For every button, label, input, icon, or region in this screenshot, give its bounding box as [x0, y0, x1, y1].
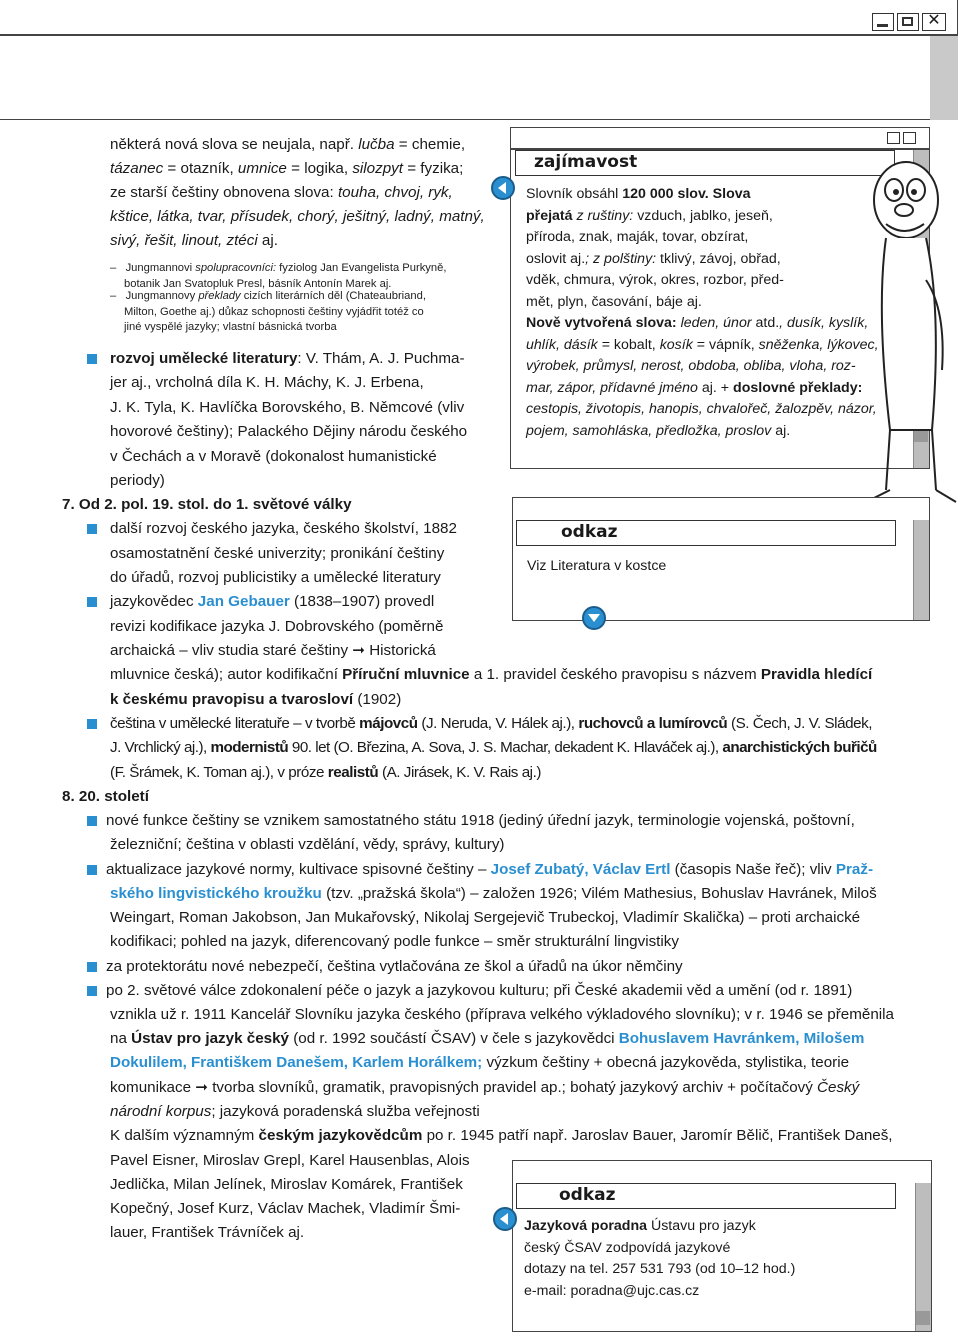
- sec8-c1-1: nové funkce češtiny se vznikem samostatného státu 1918 (jediný úřední jazyk, terminologie vojenská, poštovní,: [106, 812, 855, 829]
- top-titlebar-line: [0, 34, 958, 36]
- scrollbar[interactable]: [915, 1183, 931, 1331]
- maximize-icon[interactable]: [897, 13, 919, 31]
- odkaz1-title: odkaz: [516, 520, 896, 546]
- sec8-heading: 8. 20. století: [62, 788, 149, 805]
- sec7-b1-2: osamostatnění české univerzity; pronikání češtiny: [110, 545, 445, 562]
- lit-line-1: rozvoj umělecké literatury: V. Thám, A. J. Puchma-: [110, 350, 465, 367]
- lit-line-3: J. K. Tyla, K. Havlíčka Borovského, B. Němcové (vliv: [110, 399, 465, 416]
- intro-line-4: kštice, látka, tvar, přísudek, chorý, ješitný, ladný, matný,: [110, 208, 485, 225]
- sec8-c2-3: Weingart, Roman Jakobson, Jan Mukařovský, Nikolaj Sergejevič Trubeckoj, Vladimír Skalička) – proti archaické: [110, 909, 861, 926]
- sec7-b3-2: J. Vrchlický aj.), modernistů 90. let (O. Březina, A. Sova, J. S. Machar, dekadent K. Hlaváček aj.), anarchistických buřičů: [110, 739, 877, 756]
- bullet-7-2: [87, 597, 97, 607]
- sec8-p2: Pavel Eisner, Miroslav Grepl, Karel Hausenblas, Alois: [110, 1152, 470, 1169]
- pointer-left-icon[interactable]: [493, 1207, 517, 1231]
- sec7-b3-3: (F. Šrámek, K. Toman aj.), v próze realistů (A. Jirásek, K. V. Rais aj.): [110, 764, 541, 781]
- sec8-p4: Kopečný, Josef Kurz, Václav Machek, Vladimír Šmi-: [110, 1200, 461, 1217]
- sec8-c4-6: národní korpus; jazyková poradenská služba veřejnosti: [110, 1103, 480, 1120]
- sec7-b2-1: jazykovědec Jan Gebauer (1838–1907) provedl: [110, 593, 435, 610]
- zajimavost-title: zajímavost: [515, 150, 895, 176]
- top-scrollbar[interactable]: [930, 36, 958, 120]
- cartoon-figure: [846, 130, 958, 530]
- pointer-left-icon[interactable]: [491, 176, 515, 200]
- bullet-8-2: [87, 865, 97, 875]
- odkaz2-text: Jazyková poradna Ústavu pro jazyk český ČSAV zodpovídá jazykové dotazy na tel. 257 531 793 (od 10–12 hod.) e-mail: poradna@ujc.cas.cz: [524, 1218, 796, 1299]
- lit-line-6: periody): [110, 472, 165, 489]
- pointer-down-icon[interactable]: [582, 606, 606, 630]
- odkaz1-text: Viz Literatura v kostce: [527, 558, 667, 574]
- intro-line-1: některá nová slova se neujala, např. lučba = chemie,: [110, 136, 466, 153]
- lit-line-4: hovorové češtiny); Palackého Dějiny národu českého: [110, 423, 468, 440]
- sec8-c4-1: po 2. světové válce zdokonalení péče o jazyk a jazykovou kulturu; při České akademii věd a umění (od r. 1891): [106, 982, 853, 999]
- bullet-7-3: [87, 719, 97, 729]
- sec7-b2-5: k českému pravopisu a tvarosloví (1902): [110, 691, 402, 708]
- sec7-heading: 7. Od 2. pol. 19. stol. do 1. světové války: [62, 496, 352, 513]
- sec7-b2-3: archaická – vliv studia staré češtiny ➞ Historická: [110, 642, 436, 659]
- sec8-c2-2: ského lingvistického kroužku (tzv. „pražská škola“) – založen 1926; Vilém Mathesius, Bohuslav Havránek, Miloš: [110, 885, 877, 902]
- intro-line-5: sivý, řešit, linout, ztéci aj.: [110, 232, 278, 249]
- bullet-7-1: [87, 524, 97, 534]
- top-window-border: [0, 0, 958, 120]
- intro-line-3: ze starší češtiny obnovena slova: touha, chvoj, ryk,: [110, 184, 453, 201]
- sec8-c2-4: kodifikaci; pohled na jazyk, diferencovaný podle funkce – směr strukturální lingvistiky: [110, 933, 679, 950]
- intro-line-2: tázanec = otazník, umnice = logika, silozpyt = fyzika;: [110, 160, 464, 177]
- odkaz2-title: odkaz: [516, 1183, 896, 1209]
- sec7-b1-3: do úřadů, rozvoj publicistiky a umělecké literatury: [110, 569, 441, 586]
- sec7-b2-2: revizi kodifikace jazyka J. Dobrovského (poměrně: [110, 618, 444, 635]
- bullet-8-3: [87, 962, 97, 972]
- scroll-arrow-icon[interactable]: [916, 1311, 930, 1325]
- sec8-c2-1: aktualizace jazykové normy, kultivace spisovné češtiny – Josef Zubatý, Václav Ertl (časopis Naše řeč); vliv Praž-: [106, 861, 873, 878]
- scrollbar[interactable]: [913, 520, 929, 620]
- bullet-8-1: [87, 816, 97, 826]
- note-2: – Jungmannovy překlady cizích literárních děl (Chateaubriand, Milton, Goethe aj.) důkaz schopnosti češtiny vyjádřit totéž co jiné vyspělé jazyky; vlastní básnická tvorba: [110, 290, 426, 334]
- sec8-c1-2: železniční; čeština v oblasti vzdělání, vědy, správy, kultury): [110, 836, 505, 853]
- close-icon[interactable]: ✕: [922, 13, 946, 31]
- sec8-c4-3: na Ústav pro jazyk český (od r. 1992 součástí ČSAV) v čele s jazykovědci Bohuslavem Havránkem, Milošem: [110, 1030, 865, 1047]
- sec8-c3: za protektorátu nové nebezpečí, čeština vytlačována ze škol a úřadů na úkor němčiny: [106, 958, 683, 975]
- sec8-c4-4: Dokulilem, Františkem Danešem, Karlem Horálkem; výzkum češtiny + obecná jazykověda, stylistika, teorie: [110, 1054, 850, 1071]
- bullet-lit: [87, 354, 97, 364]
- sec8-c4-5: komunikace ➞ tvorba slovníků, gramatik, pravopisných pravidel ap.; bohatý jazykový archiv + počítačový Český: [110, 1079, 860, 1096]
- sec8-p3: Jedlička, Milan Jelínek, Miroslav Komárek, František: [110, 1176, 463, 1193]
- sec8-p5: lauer, František Trávníček aj.: [110, 1224, 305, 1241]
- sec7-b2-4: mluvnice česká); autor kodifikační Příruční mluvnice a 1. pravidel českého pravopisu s názvem Pravidla hledící: [110, 666, 873, 683]
- sec8-p1: K dalším významným českým jazykovědcům po r. 1945 patří např. Jaroslav Bauer, Jaromír Bělič, František Daneš,: [110, 1127, 893, 1144]
- note-1: – Jungmannovi spolupracovníci: fyziolog Jan Evangelista Purkyně, botanik Jan Svatopluk Presl, básník Antonín Marek aj.: [110, 262, 447, 290]
- lit-line-5: v Čechách a v Moravě (dokonalost humanistické: [110, 448, 437, 465]
- sec8-c4-2: vznikla už r. 1911 Kancelář Slovníku jazyka českého (příprava velkého výkladového slovníku); v r. 1946 se přeměnila: [110, 1006, 894, 1023]
- sec7-b3-1: čeština v umělecké literatuře – v tvorbě májovců (J. Neruda, V. Hálek aj.), ruchovců a lumírovců (S. Čech, J. V. Sládek,: [110, 715, 872, 732]
- bullet-8-4: [87, 986, 97, 996]
- lit-line-2: jer aj., vrcholná díla K. H. Máchy, K. J. Erbena,: [110, 374, 424, 391]
- sec7-b1-1: další rozvoj českého jazyka, českého školství, 1882: [110, 520, 457, 537]
- minimize-icon[interactable]: [872, 13, 894, 31]
- zajimavost-text: Slovník obsáhl 120 000 slov. Slova přejatá z ruštiny: vzduch, jablko, jeseň, příroda, znak, maják, tovar, obzírat, oslovit aj.; z polštiny: tklivý, závoj, obřad, vděk, chmura, výrok, okres, rozbor, před- mět, plyn, časování, báje aj. Nově vytvořená slova: leden, únor atd., dusík, kyslík, uhlík, dásík = kobalt, kosík = vápník, sněženka, lýkovec, výrobek, průmysl, nerost, obdoba, obliba, vloha, roz- mar, zápor, přídavné jméno aj. + doslovné překlady: cestopis, životopis, hanopis, chvalořeč, žalozpěv, názor, pojem, samohláska, předložka, proslov aj.: [526, 186, 879, 439]
